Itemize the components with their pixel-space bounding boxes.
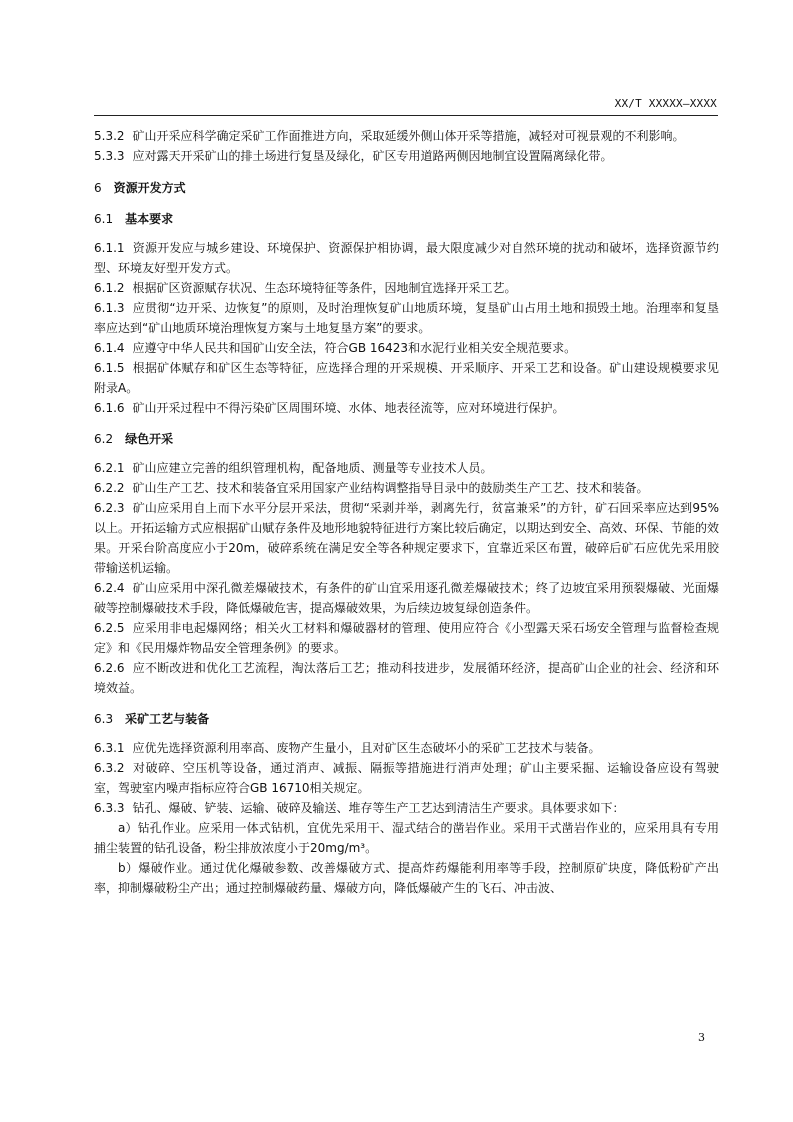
- header-rule: [94, 115, 718, 116]
- clause-number: 6.1.3: [94, 301, 125, 315]
- clause-number: 5.3.2: [94, 129, 125, 143]
- page-number: 3: [698, 1031, 705, 1044]
- clause-number: 6.1.2: [94, 281, 125, 295]
- clause-text: 矿山应采用中深孔微差爆破技术，有条件的矿山宜采用逐孔微差爆破技术；终了边坡宜采用预裂爆破、光面爆破等控制爆破技术手段，降低爆破危害，提高爆破效果，为后续边坡复绿创造条件。: [94, 581, 719, 615]
- clause-text: 采矿工艺与装备: [125, 712, 210, 726]
- clause-number: 6: [94, 181, 102, 195]
- clause-text: 矿山应建立完善的组织管理机构，配备地质、测量等专业技术人员。: [132, 461, 493, 475]
- clause-number: 6.2.6: [94, 661, 125, 675]
- clause-text: 资源开发方式: [113, 181, 186, 195]
- clause-number: 5.3.3: [94, 149, 125, 163]
- clause-number: 6.1: [94, 212, 114, 226]
- clause-number: 6.3: [94, 712, 114, 726]
- clause-number: 6.2.3: [94, 501, 125, 515]
- clause-paragraph: [94, 358, 719, 398]
- clause-paragraph: [94, 238, 719, 278]
- clause-text: 矿山生产工艺、技术和装备宜采用国家产业结构调整指导目录中的鼓励类生产工艺、技术和装备。: [132, 481, 649, 495]
- clause-paragraph: [94, 798, 719, 818]
- clause-text: 对破碎、空压机等设备，通过消声、减振、隔振等措施进行消声处理；矿山主要采掘、运输设备应设有驾驶室，驾驶室内噪声指标应符合GB 16710相关规定。: [94, 761, 719, 795]
- clause-text: 基本要求: [125, 212, 174, 226]
- clause-text: 应贯彻“边开采、边恢复”的原则，及时治理恢复矿山地质环境，复垦矿山占用土地和损毁土地。治理率和复垦率应达到“矿山地质环境治理恢复方案与土地复垦方案”的要求。: [94, 301, 719, 335]
- clause-paragraph: [94, 146, 719, 166]
- clause-text: 应对露天开采矿山的排土场进行复垦及绿化，矿区专用道路两侧因地制宜设置隔离绿化带。: [132, 149, 613, 163]
- subsection-heading: [94, 709, 719, 729]
- clause-number: 6.3.2: [94, 761, 125, 775]
- clause-paragraph: [94, 398, 719, 418]
- clause-text: 矿山应采用自上而下水平分层开采法，贯彻“采剥并举，剥离先行，贫富兼采”的方针，矿石回采率应达到95%以上。开拓运输方式应根据矿山赋存条件及地形地貌特征进行方案比较后确定，以期达到安全、高效、环保、节能的效果。开采台阶高度应小于20m，破碎系统在满足安全等各种规定要求下，宜靠近采区布置，破碎后矿石应优先采用胶带输送机运输。: [94, 501, 719, 575]
- clause-paragraph: [94, 338, 719, 358]
- clause-number: 6.1.6: [94, 401, 125, 415]
- clause-text: 根据矿区资源赋存状况、生态环境特征等条件，因地制宜选择开采工艺。: [132, 281, 517, 295]
- clause-text: 应不断改进和优化工艺流程，淘汰落后工艺；推动科技进步，发展循环经济，提高矿山企业的社会、经济和环境效益。: [94, 661, 719, 695]
- clause-number: 6.2.5: [94, 621, 125, 635]
- list-item: [94, 818, 719, 858]
- clause-text: 资源开发应与城乡建设、环境保护、资源保护相协调，最大限度减少对自然环境的扰动和破坏，选择资源节约型、环境友好型开发方式。: [94, 241, 719, 275]
- clause-paragraph: [94, 498, 719, 578]
- clause-paragraph: [94, 658, 719, 698]
- clause-paragraph: [94, 458, 719, 478]
- section-heading: [94, 178, 719, 198]
- list-item: [94, 858, 719, 898]
- clause-paragraph: [94, 618, 719, 658]
- clause-number: 6.1.4: [94, 341, 125, 355]
- clause-paragraph: [94, 126, 719, 146]
- clause-number: 6.2: [94, 432, 114, 446]
- clause-text: 矿山开采过程中不得污染矿区周围环境、水体、地表径流等，应对环境进行保护。: [132, 401, 565, 415]
- clause-number: 6.1.5: [94, 361, 125, 375]
- clause-text: 绿色开采: [125, 432, 174, 446]
- clause-number: 6.2.1: [94, 461, 125, 475]
- clause-paragraph: [94, 478, 719, 498]
- subsection-heading: [94, 209, 719, 229]
- clause-text: 矿山开采应科学确定采矿工作面推进方向，采取延缓外侧山体开采等措施，减轻对可视景观的不利影响。: [132, 129, 685, 143]
- clause-text: 应遵守中华人民共和国矿山安全法，符合GB 16423和水泥行业相关安全规范要求。: [132, 341, 577, 355]
- header-code: XX/T XXXXX—XXXX: [614, 97, 717, 110]
- clause-text: a）钻孔作业。应采用一体式钻机，宜优先采用干、湿式结合的凿岩作业。采用干式凿岩作业的，应采用具有专用捕尘装置的钻孔设备，粉尘排放浓度小于20mg/m³。: [94, 821, 719, 855]
- clause-paragraph: [94, 298, 719, 338]
- clause-text: b）爆破作业。通过优化爆破参数、改善爆破方式、提高炸药爆能利用率等手段，控制原矿块度，降低粉矿产出率，抑制爆破粉尘产出；通过控制爆破药量、爆破方向，降低爆破产生的飞石、冲击波、: [94, 861, 719, 895]
- clause-text: 钻孔、爆破、铲装、运输、破碎及输送、堆存等生产工艺达到清洁生产要求。具体要求如下：: [132, 801, 625, 815]
- subsection-heading: [94, 429, 719, 449]
- clause-text: 应采用非电起爆网络；相关火工材料和爆破器材的管理、使用应符合《小型露天采石场安全管理与监督检查规定》和《民用爆炸物品安全管理条例》的要求。: [94, 621, 719, 655]
- clause-paragraph: [94, 578, 719, 618]
- clause-paragraph: [94, 758, 719, 798]
- clause-text: 应优先选择资源利用率高、废物产生量小，且对矿区生态破坏小的采矿工艺技术与装备。: [132, 741, 601, 755]
- clause-paragraph: [94, 738, 719, 758]
- clause-number: 6.2.4: [94, 581, 125, 595]
- clause-number: 6.3.1: [94, 741, 125, 755]
- clause-text: 根据矿体赋存和矿区生态等特征，应选择合理的开采规模、开采顺序、开采工艺和设备。矿山建设规模要求见附录A。: [94, 361, 719, 395]
- clause-number: 6.1.1: [94, 241, 125, 255]
- clause-number: 6.3.3: [94, 801, 125, 815]
- clause-paragraph: [94, 278, 719, 298]
- document-body: [94, 126, 719, 898]
- clause-number: 6.2.2: [94, 481, 125, 495]
